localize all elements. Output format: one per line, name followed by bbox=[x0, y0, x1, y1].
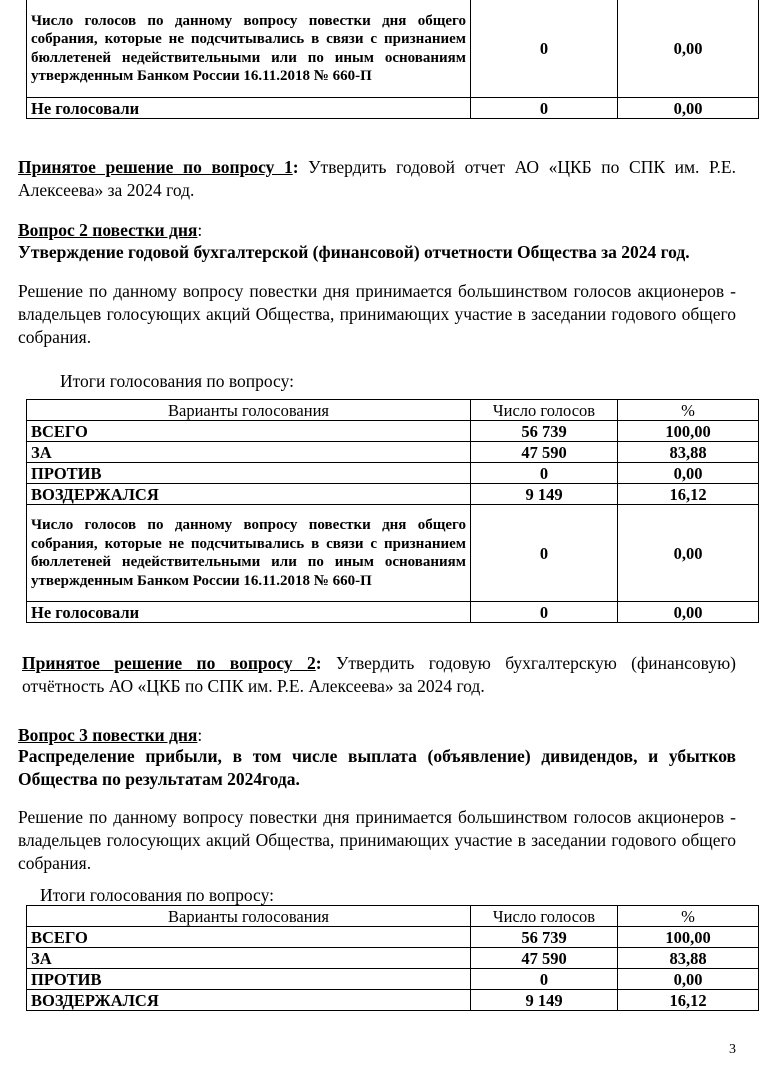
question-2-results-caption: Итоги голосования по вопросу: bbox=[60, 371, 294, 391]
row-percent: 100,00 bbox=[618, 927, 759, 948]
table-row bbox=[27, 442, 759, 463]
row-percent: 0,00 bbox=[618, 602, 759, 623]
column-header: Число голосов bbox=[471, 400, 618, 421]
table-row bbox=[27, 463, 759, 484]
results-table-q3 bbox=[26, 905, 759, 1011]
row-percent: 83,88 bbox=[618, 948, 759, 969]
row-label: Число голосов по данному вопросу повестки дня общего собрания, которые не подсчитывались в связи с признанием бюллетеней недействительными или по иным основаниям утвержденным Банком России 16.11.2018 № 660-П bbox=[27, 505, 471, 602]
question-2-description: Решение по данному вопросу повестки дня принимается большинством голосов акционеров - владельцев голосующих акций Общества, принимающих участие в заседании годового общего собрания. bbox=[18, 281, 736, 347]
table-row bbox=[27, 421, 759, 442]
question-3-title: Распределение прибыли, в том числе выплата (объявление) дивидендов, и убытков Общества по результатам 2024года. bbox=[18, 746, 736, 789]
row-percent: 16,12 bbox=[618, 484, 759, 505]
question-3-colon: : bbox=[197, 725, 203, 745]
table-row bbox=[27, 948, 759, 969]
row-label: ПРОТИВ bbox=[27, 969, 471, 990]
decision-2-heading: Принятое решение по вопросу 2 bbox=[22, 653, 316, 673]
question-2-title: Утверждение годовой бухгалтерской (финансовой) отчетности Общества за 2024 год. bbox=[18, 242, 690, 262]
row-label: Число голосов по данному вопросу повестки дня общего собрания, которые не подсчитывались в связи с признанием бюллетеней недействительными или по иным основаниям утвержденным Банком России 16.11.2018 № 660-П bbox=[27, 0, 471, 98]
row-percent: 83,88 bbox=[618, 442, 759, 463]
row-label: Не голосовали bbox=[27, 602, 471, 623]
row-percent: 100,00 bbox=[618, 421, 759, 442]
question-2-label-line bbox=[18, 219, 736, 242]
question-2-colon: : bbox=[197, 220, 203, 240]
row-label: ВСЕГО bbox=[27, 927, 471, 948]
row-votes: 0 bbox=[471, 463, 618, 484]
results-table-q2 bbox=[26, 399, 759, 623]
table-row bbox=[27, 990, 759, 1011]
table-row bbox=[27, 602, 759, 623]
row-votes: 56 739 bbox=[471, 421, 618, 442]
row-votes: 56 739 bbox=[471, 927, 618, 948]
row-votes: 0 bbox=[471, 0, 618, 98]
table-row bbox=[27, 505, 759, 602]
decision-2-text: Утвердить годовую бухгалтерскую (финансовую) отчётность АО «ЦКБ по СПК им. Р.Е. Алексеева» за 2024 год. bbox=[22, 653, 736, 696]
column-header: % bbox=[618, 400, 759, 421]
column-header: Варианты голосования bbox=[27, 400, 471, 421]
question-3-label: Вопрос 3 повестки дня bbox=[18, 725, 198, 745]
row-percent: 0,00 bbox=[618, 505, 759, 602]
row-percent: 0,00 bbox=[618, 463, 759, 484]
row-label: ВОЗДЕРЖАЛСЯ bbox=[27, 990, 471, 1011]
row-votes: 0 bbox=[471, 505, 618, 602]
table-row bbox=[27, 969, 759, 990]
row-votes: 0 bbox=[471, 969, 618, 990]
decision-1-paragraph: Принятое решение по вопросу 1: Утвердить годовой отчет АО «ЦКБ по СПК им. Р.Е. Алексеева» за 2024 год. bbox=[18, 157, 736, 200]
column-header: Варианты голосования bbox=[27, 906, 471, 927]
row-percent: 0,00 bbox=[618, 0, 759, 98]
table-header-row bbox=[27, 400, 759, 421]
decision-1-text: Утвердить годовой отчет АО «ЦКБ по СПК им. Р.Е. Алексеева» за 2024 год. bbox=[18, 157, 736, 200]
question-3-results-caption: Итоги голосования по вопросу: bbox=[40, 885, 274, 905]
question-2-label: Вопрос 2 повестки дня bbox=[18, 220, 198, 240]
row-label: ЗА bbox=[27, 442, 471, 463]
row-label: ПРОТИВ bbox=[27, 463, 471, 484]
row-percent: 16,12 bbox=[618, 990, 759, 1011]
row-votes: 47 590 bbox=[471, 442, 618, 463]
table-row bbox=[27, 484, 759, 505]
question-3-label-line bbox=[18, 724, 736, 747]
row-votes: 9 149 bbox=[471, 484, 618, 505]
column-header: % bbox=[618, 906, 759, 927]
row-label: ВСЕГО bbox=[27, 421, 471, 442]
table-row bbox=[27, 0, 759, 98]
decision-2-paragraph: Принятое решение по вопросу 2: Утвердить годовую бухгалтерскую (финансовую) отчётность АО «ЦКБ по СПК им. Р.Е. Алексеева» за 2024 год. bbox=[22, 653, 736, 696]
row-votes: 0 bbox=[471, 98, 618, 119]
decision-1-heading: Принятое решение по вопросу 1 bbox=[18, 157, 293, 177]
row-votes: 47 590 bbox=[471, 948, 618, 969]
table-row bbox=[27, 927, 759, 948]
column-header: Число голосов bbox=[471, 906, 618, 927]
row-label: Не голосовали bbox=[27, 98, 471, 119]
table-row bbox=[27, 98, 759, 119]
row-label: ЗА bbox=[27, 948, 471, 969]
results-table-q1-continued bbox=[26, 0, 759, 119]
page-number: 3 bbox=[729, 1042, 736, 1057]
question-3-description: Решение по данному вопросу повестки дня принимается большинством голосов акционеров - владельцев голосующих акций Общества, принимающих участие в заседании годового общего собрания. bbox=[18, 807, 736, 873]
row-votes: 9 149 bbox=[471, 990, 618, 1011]
table-header-row bbox=[27, 906, 759, 927]
row-percent: 0,00 bbox=[618, 98, 759, 119]
row-percent: 0,00 bbox=[618, 969, 759, 990]
row-votes: 0 bbox=[471, 602, 618, 623]
row-label: ВОЗДЕРЖАЛСЯ bbox=[27, 484, 471, 505]
